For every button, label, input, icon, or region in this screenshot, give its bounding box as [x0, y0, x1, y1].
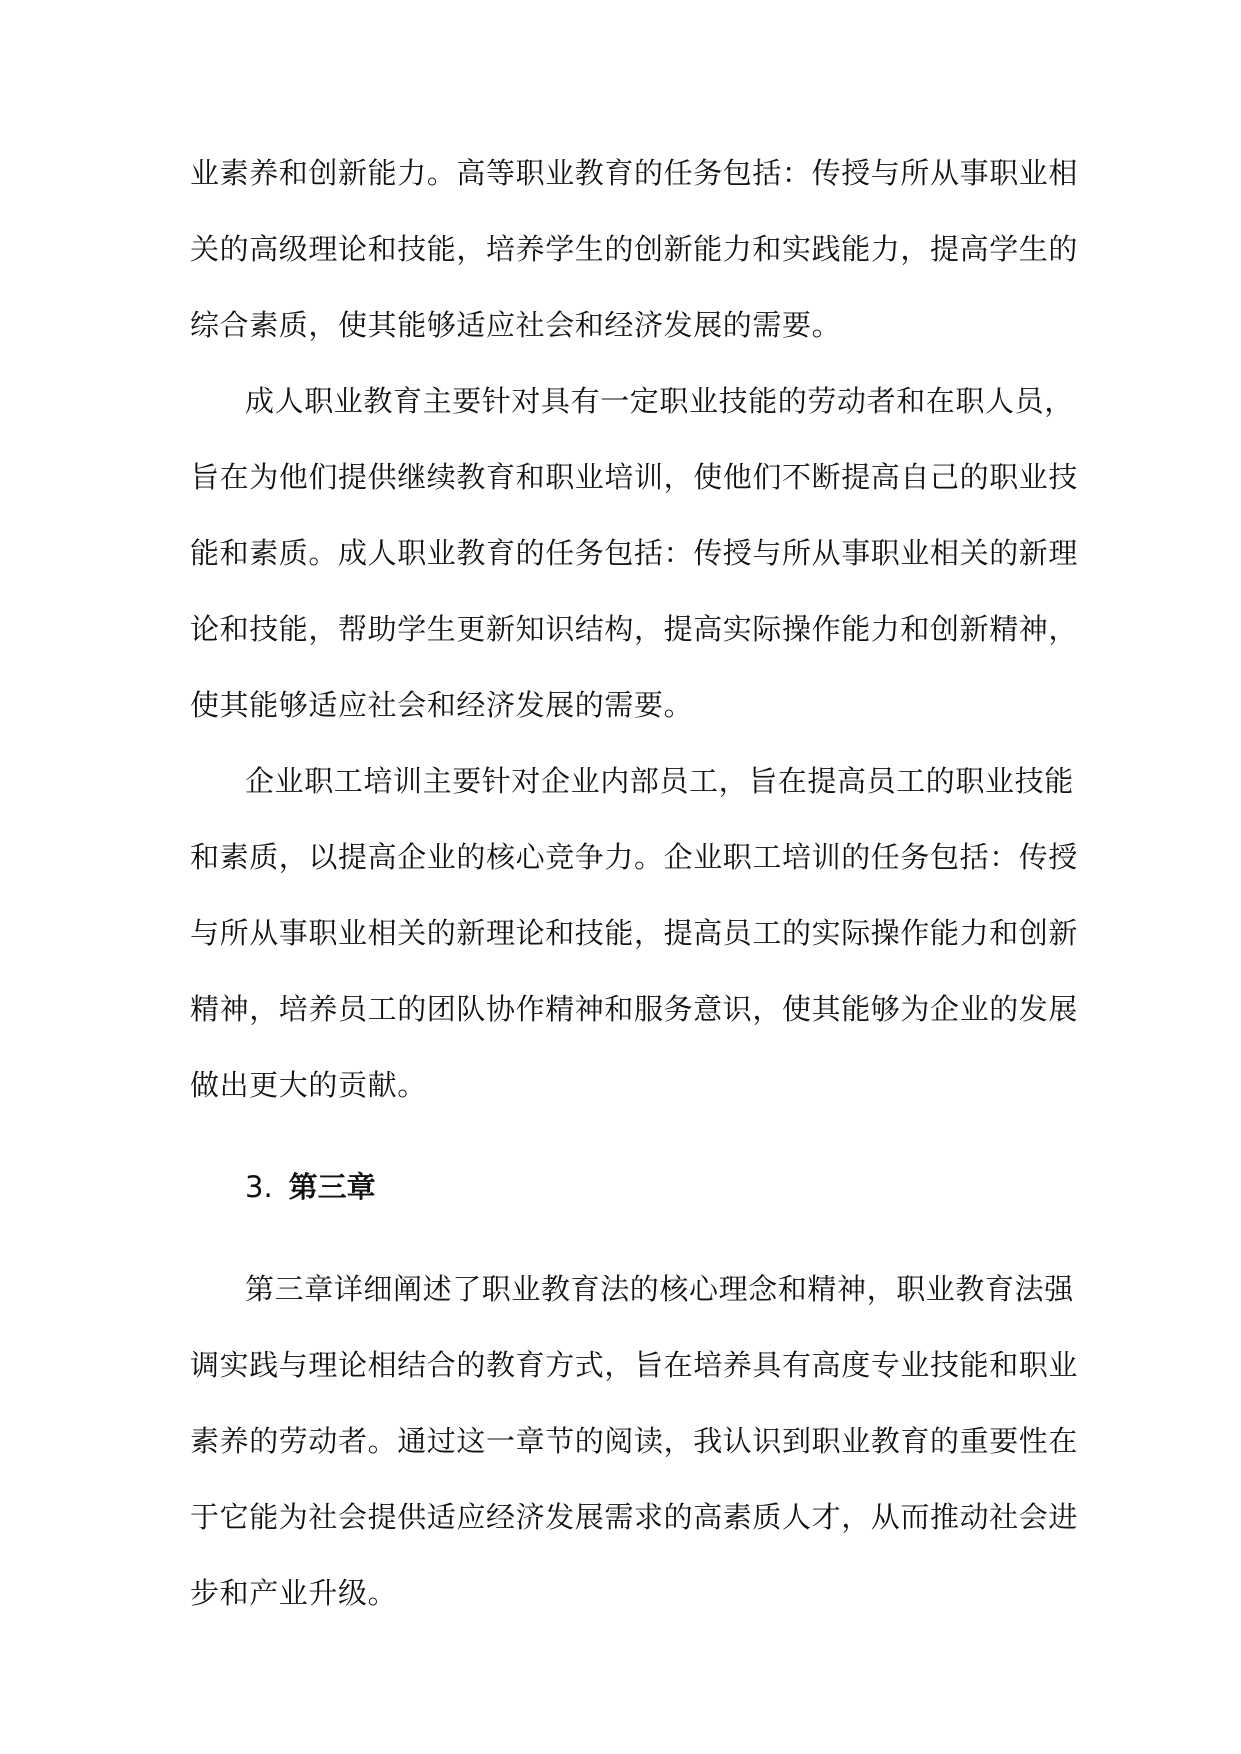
text-line: 素养的劳动者。通过这一章节的阅读，我认识到职业教育的重要性在 [190, 1424, 1079, 1458]
text-line: 企业职工培训主要针对企业内部员工，旨在提高员工的职业技能 [245, 764, 1074, 798]
section-heading [245, 1162, 376, 1212]
text-line: 与所从事职业相关的新理论和技能，提高员工的实际操作能力和创新 [190, 916, 1079, 950]
text-line: 综合素质，使其能够适应社会和经济发展的需要。 [190, 308, 842, 342]
section-number: 3. [245, 1170, 273, 1204]
text-line: 业素养和创新能力。高等职业教育的任务包括：传授与所从事职业相 [190, 156, 1079, 190]
text-line: 和素质，以提高企业的核心竞争力。企业职工培训的任务包括：传授 [190, 840, 1079, 874]
text-line: 能和素质。成人职业教育的任务包括：传授与所从事职业相关的新理 [190, 536, 1079, 570]
text-line: 关的高级理论和技能，培养学生的创新能力和实践能力，提高学生的 [190, 232, 1079, 266]
text-line: 成人职业教育主要针对具有一定职业技能的劳动者和在职人员， [245, 384, 1074, 418]
text-line: 使其能够适应社会和经济发展的需要。 [190, 688, 694, 722]
text-line: 步和产业升级。 [190, 1576, 398, 1610]
text-line: 旨在为他们提供继续教育和职业培训，使他们不断提高自己的职业技 [190, 460, 1079, 494]
text-line: 调实践与理论相结合的教育方式，旨在培养具有高度专业技能和职业 [190, 1348, 1079, 1382]
text-line: 第三章详细阐述了职业教育法的核心理念和精神，职业教育法强 [245, 1272, 1074, 1306]
text-line: 于它能为社会提供适应经济发展需求的高素质人才，从而推动社会进 [190, 1500, 1079, 1534]
text-line: 精神，培养员工的团队协作精神和服务意识，使其能够为企业的发展 [190, 992, 1079, 1026]
text-line: 做出更大的贡献。 [190, 1068, 427, 1102]
text-line: 论和技能，帮助学生更新知识结构，提高实际操作能力和创新精神， [190, 612, 1079, 646]
section-title: 第三章 [288, 1170, 376, 1204]
